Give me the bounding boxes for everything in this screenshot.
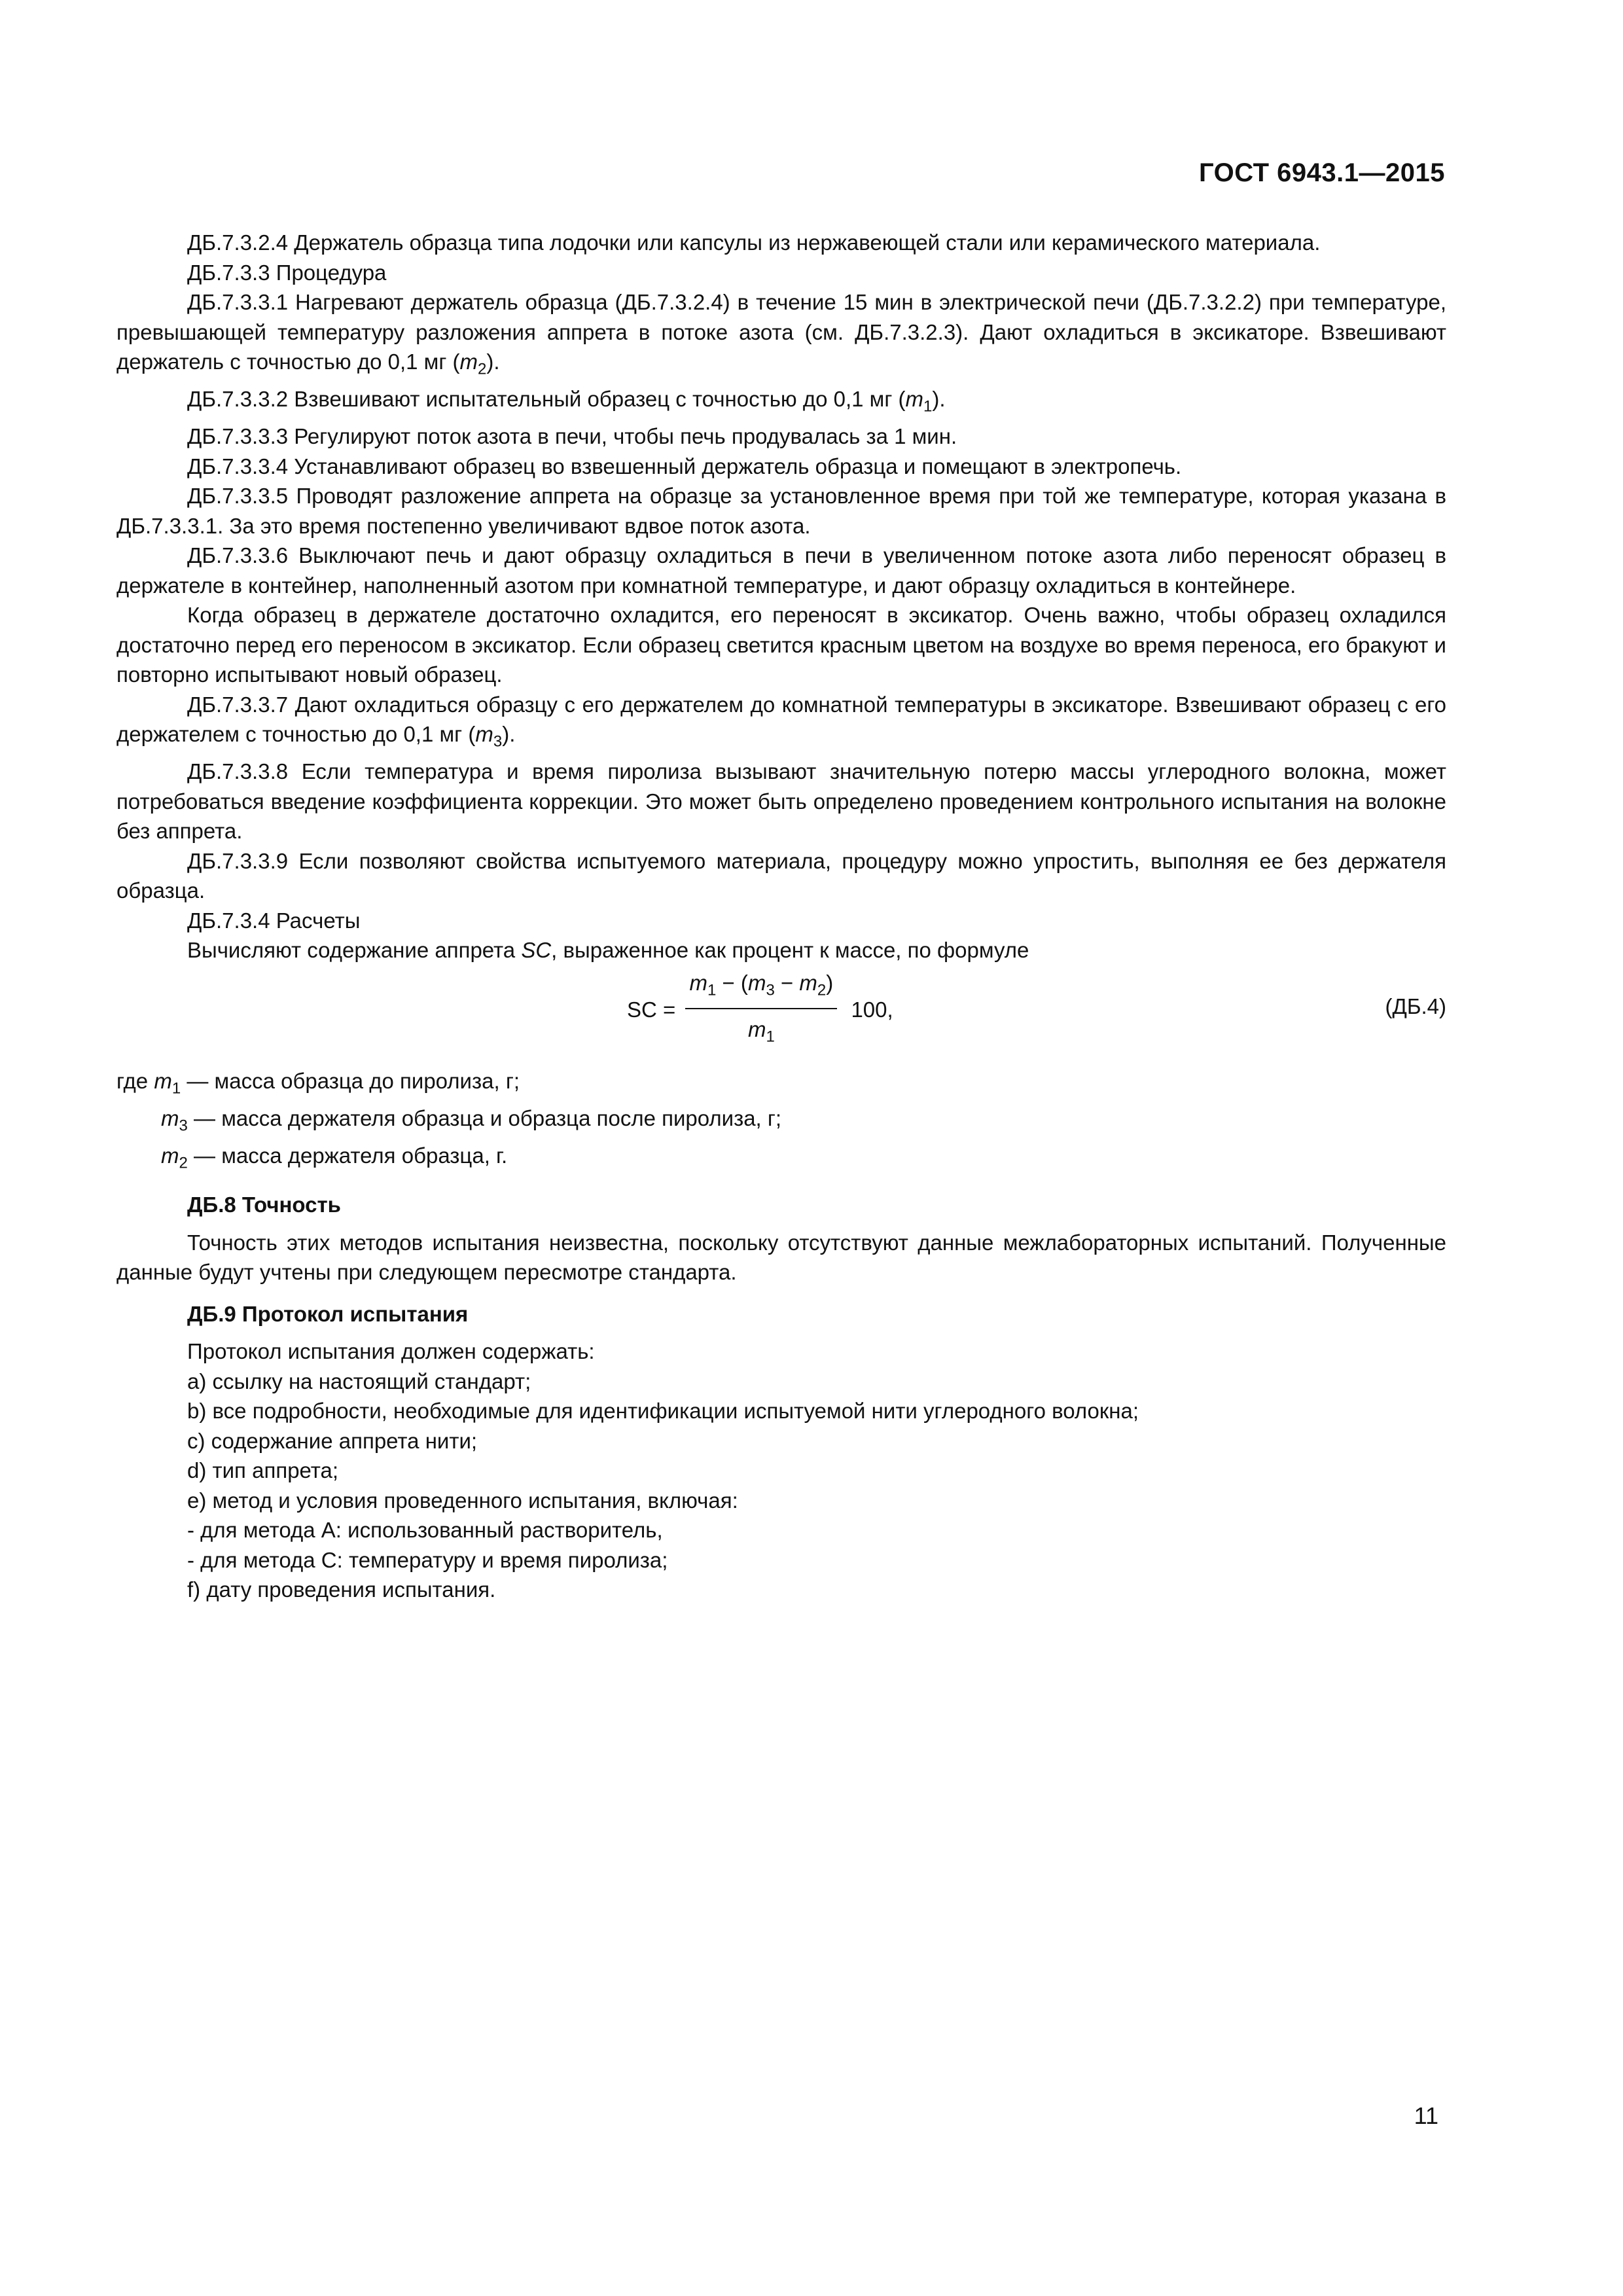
list-item: e) метод и условия проведенного испытания, включая: (187, 1488, 738, 1513)
formula-block (116, 968, 1446, 1066)
where-m3: $m_3$ — масса держателя образца и образца после пиролиза, г; (161, 1105, 782, 1135)
formula-fraction (685, 968, 837, 1052)
list-item: - для метода А: использованный растворитель, (187, 1518, 663, 1543)
paragraph-db-7-3-3-2: ДБ.7.3.3.2 Взвешивают испытательный образец с точностью до 0,1 мг $(m_1)$. (187, 387, 946, 416)
paragraph-db-7-3-3-6: ДБ.7.3.3.6 Выключают печь и дают образцу охладиться в печи в увеличенном потоке азота либо переносят образец в держателе в контейнер, наполненный азотом при комнатной температуре, и дают образцу охладиться в контейнере. (116, 543, 1446, 598)
equation-number: (ДБ.4) (1385, 994, 1446, 1018)
paragraph-db-7-3-3-8: ДБ.7.3.3.8 Если температура и время пиролиза вызывают значительную потерю массы углеродного волокна, может потребоваться введение коэффициента коррекции. Это может быть определено проведением контрольного испытания на волокне без аппрета. (116, 759, 1446, 844)
formula-sc (627, 968, 893, 1052)
formula-rhs: 100, (851, 997, 893, 1022)
list-item: b) все подробности, необходимые для идентификации испытуемой нити углеродного волокна; (187, 1399, 1139, 1424)
formula-denominator: $m_1$ (747, 1016, 775, 1046)
heading-procedure: ДБ.7.3.3 Процедура (187, 260, 387, 285)
list-item: f) дату проведения испытания. (187, 1577, 496, 1602)
heading-calculations: ДБ.7.3.4 Расчеты (187, 908, 361, 933)
list-item: c) содержание аппрета нити; (187, 1428, 478, 1453)
test-report-intro: Протокол испытания должен содержать: (187, 1339, 595, 1364)
document-body (116, 228, 1446, 1605)
section-title-accuracy: ДБ.8 Точность (187, 1193, 341, 1217)
paragraph-note-cooling: Когда образец в держателе достаточно охладится, его переносят в эксикатор. Очень важно, чтобы образец охладился достаточно перед его переносом в эксикатор. Если образец светится красным цветом на воздухе во время переноса, его бракуют и повторно испытывают новый образец. (116, 603, 1446, 687)
paragraph-db-7-3-3-5: ДБ.7.3.3.5 Проводят разложение аппрета на образце за установленное время при той же температуре, которая указана в ДБ.7.3.3.1. За это время постепенно увеличивают вдвое поток азота. (116, 484, 1446, 538)
paragraph-db-7-3-2-4: ДБ.7.3.2.4 Держатель образца типа лодочки или капсулы из нержавеющей стали или керамического материала. (187, 230, 1321, 255)
paragraph-db-7-3-3-7: ДБ.7.3.3.7 Дают охладиться образцу с его держателем до комнатной температуры в эксикаторе. Взвешивают образец с его держателем с точностью до 0,1 мг $(m_3)$. (116, 692, 1446, 751)
list-item: d) тип аппрета; (187, 1458, 339, 1483)
document-code: ГОСТ 6943.1—2015 (1198, 158, 1445, 187)
where-m2: $m_2$ — масса держателя образца, г. (161, 1143, 508, 1172)
page-number: 11 (1414, 2102, 1438, 2129)
list-item: a) ссылку на настоящий стандарт; (187, 1369, 531, 1393)
paragraph-db-7-3-3-9: ДБ.7.3.3.9 Если позволяют свойства испытуемого материала, процедуру можно упростить, выполняя ее без держателя образца. (116, 848, 1446, 903)
where-m1: где $m_1$ — масса образца до пиролиза, г; (116, 1068, 520, 1098)
formula-lhs: SC = (627, 997, 676, 1022)
paragraph-db-7-3-3-3: ДБ.7.3.3.3 Регулируют поток азота в печи, чтобы печь продувалась за 1 мин. (187, 424, 957, 449)
paragraph-formula-intro: Вычисляют содержание аппрета SC, выраженное как процент к массе, по формуле (187, 938, 1029, 963)
section-title-test-report: ДБ.9 Протокол испытания (187, 1301, 469, 1326)
formula-numerator: $m_1 - (m_3 - m_2)$ (685, 968, 837, 1009)
paragraph-db-7-3-3-4: ДБ.7.3.3.4 Устанавливают образец во взвешенный держатель образца и помещают в электропечь. (187, 454, 1182, 478)
paragraph-db-7-3-3-1: ДБ.7.3.3.1 Нагревают держатель образца (ДБ.7.3.2.4) в течение 15 мин в электрической печи (ДБ.7.3.2.2) при температуре, превышающей температуру разложения аппрета в потоке азота (см. ДБ.7.3.2.3). Дают охладиться в эксикаторе. Взвешивают держатель с точностью до 0,1 мг $(m_2)$. (116, 290, 1446, 378)
paragraph-accuracy: Точность этих методов испытания неизвестна, поскольку отсутствуют данные межлабораторных испытаний. Полученные данные будут учтены при следующем пересмотре стандарта. (116, 1230, 1446, 1285)
list-item: - для метода С: температуру и время пиролиза; (187, 1547, 668, 1572)
